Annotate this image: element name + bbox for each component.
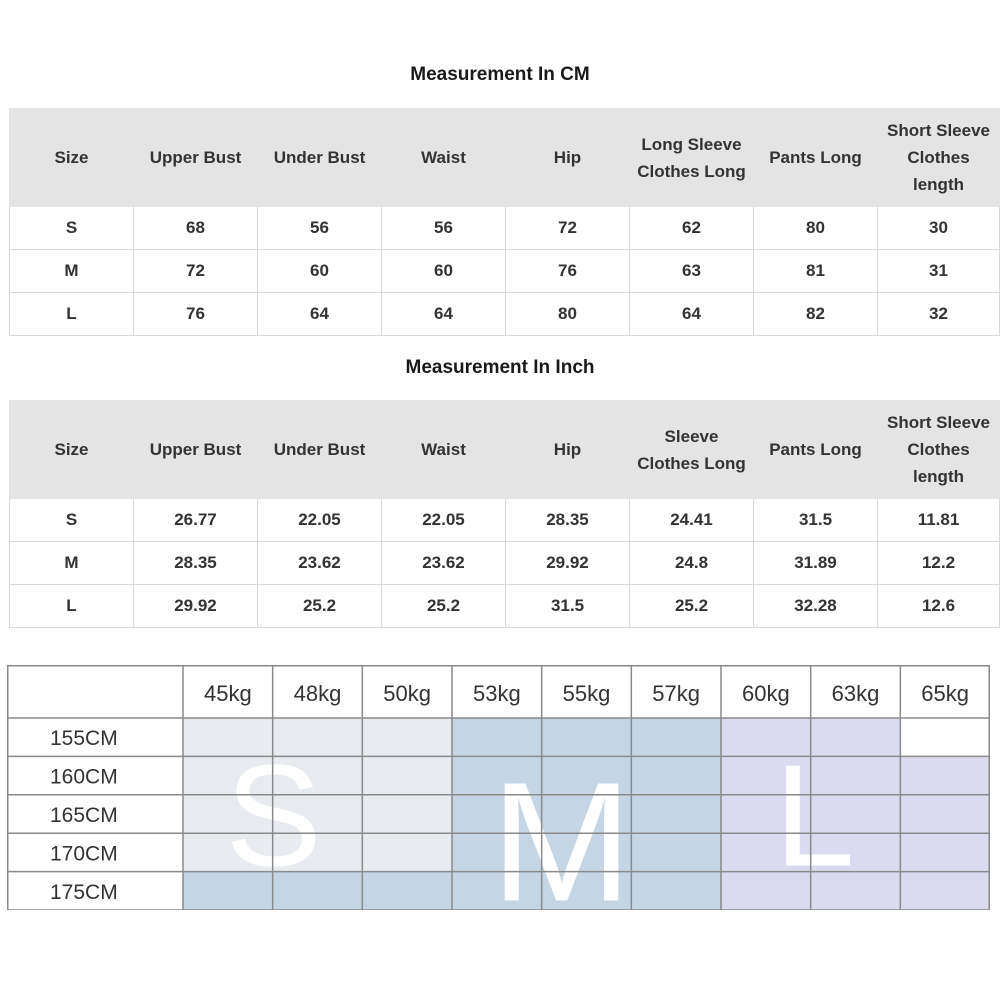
measurement-cell: 24.41 — [630, 499, 754, 542]
weight-label: 55kg — [562, 681, 611, 706]
measurement-cell: 32 — [878, 293, 1000, 336]
inch-measurement-table — [9, 400, 1000, 628]
weight-label: 60kg — [741, 681, 790, 706]
measurement-cell: 64 — [258, 293, 382, 336]
measurement-cell: 60 — [258, 250, 382, 293]
measurement-cell: 82 — [754, 293, 878, 336]
column-header — [630, 401, 754, 499]
column-header — [382, 401, 506, 499]
measurement-cell: 22.05 — [258, 499, 382, 542]
measurement-cell: 31.5 — [754, 499, 878, 542]
table-row — [10, 499, 1000, 542]
column-header-label: Waist — [421, 148, 466, 167]
column-header — [258, 109, 382, 207]
column-header — [134, 109, 258, 207]
column-header-label: Waist — [421, 440, 466, 459]
measurement-cell: 64 — [382, 293, 506, 336]
table-header-row — [10, 109, 1000, 207]
measurement-cell: 64 — [630, 293, 754, 336]
measurement-cell: 62 — [630, 207, 754, 250]
column-header — [382, 109, 506, 207]
size-cell: S — [10, 207, 134, 250]
measurement-cell: 11.81 — [878, 499, 1000, 542]
height-label: 170CM — [50, 842, 118, 866]
measurement-cell: 28.35 — [506, 499, 630, 542]
measurement-cell: 68 — [134, 207, 258, 250]
column-header-label: Pants Long — [769, 148, 862, 167]
size-cell: M — [10, 250, 134, 293]
table-row — [10, 542, 1000, 585]
column-header-label: Under Bust — [273, 148, 366, 167]
measurement-cell: 32.28 — [754, 585, 878, 628]
measurement-cell: 31.89 — [754, 542, 878, 585]
height-label: 175CM — [50, 880, 118, 904]
size-cell — [362, 872, 452, 910]
measurement-cell: 31.5 — [506, 585, 630, 628]
column-header-label: Upper Bust — [149, 148, 242, 167]
measurement-cell: 24.8 — [630, 542, 754, 585]
size-cell — [362, 795, 452, 833]
size-cell — [900, 756, 990, 794]
measurement-cell: 76 — [134, 293, 258, 336]
size-cell: S — [10, 499, 134, 542]
measurement-cell: 22.05 — [382, 499, 506, 542]
size-cell — [631, 833, 721, 871]
table-row — [10, 585, 1000, 628]
weight-label: 53kg — [472, 681, 521, 706]
measurement-cell: 30 — [878, 207, 1000, 250]
measurement-cell: 80 — [506, 293, 630, 336]
cm-table-title: Measurement In CM — [410, 64, 590, 85]
column-header — [134, 401, 258, 499]
table-row — [10, 250, 1000, 293]
weight-label: 63kg — [831, 681, 880, 706]
column-header-label: Size — [54, 148, 89, 167]
column-header-label: Short Sleeve Clothes length — [887, 121, 990, 194]
table-row — [10, 293, 1000, 336]
size-cell — [362, 833, 452, 871]
size-cell — [631, 872, 721, 910]
column-header — [10, 401, 134, 499]
size-cell — [900, 718, 990, 756]
measurement-cell: 76 — [506, 250, 630, 293]
weight-label: 48kg — [293, 681, 342, 706]
size-cell: M — [10, 542, 134, 585]
column-header — [506, 109, 630, 207]
measurement-cell: 29.92 — [134, 585, 258, 628]
size-letter-watermark: S — [225, 734, 322, 897]
cm-measurement-table — [9, 108, 1000, 336]
column-header — [10, 109, 134, 207]
size-cell — [631, 718, 721, 756]
measurement-cell: 31 — [878, 250, 1000, 293]
size-cell: L — [10, 585, 134, 628]
table-header-row — [10, 401, 1000, 499]
column-header-label: Hip — [553, 148, 582, 167]
column-header-label: Under Bust — [273, 440, 366, 459]
height-label: 165CM — [50, 804, 118, 827]
size-letter-watermark: L — [774, 734, 855, 897]
size-cell — [900, 872, 990, 910]
measurement-cell: 56 — [382, 207, 506, 250]
column-header-label: Upper Bust — [149, 440, 242, 459]
column-header — [878, 109, 1000, 207]
column-header-label: Sleeve Clothes Long — [637, 426, 746, 473]
inch-table-title: Measurement In Inch — [405, 357, 595, 378]
measurement-cell: 72 — [134, 250, 258, 293]
height-label: 160CM — [50, 765, 118, 789]
size-cell — [631, 795, 721, 833]
measurement-cell: 72 — [506, 207, 630, 250]
measurement-cell: 26.77 — [134, 499, 258, 542]
size-cell — [362, 756, 452, 794]
measurement-cell: 25.2 — [258, 585, 382, 628]
measurement-cell: 23.62 — [382, 542, 506, 585]
weight-label: 57kg — [652, 681, 701, 706]
measurement-cell: 63 — [630, 250, 754, 293]
column-header — [878, 401, 1000, 499]
measurement-cell: 29.92 — [506, 542, 630, 585]
column-header-label: Long Sleeve Clothes Long — [637, 134, 746, 181]
size-cell: L — [10, 293, 134, 336]
weight-label: 50kg — [383, 681, 432, 706]
measurement-cell: 12.6 — [878, 585, 1000, 628]
column-header-label: Hip — [553, 440, 582, 459]
table-row — [10, 207, 1000, 250]
measurement-cell: 81 — [754, 250, 878, 293]
size-recommendation-grid — [7, 665, 990, 910]
weight-label: 65kg — [921, 681, 970, 706]
column-header — [506, 401, 630, 499]
column-header-label: Short Sleeve Clothes length — [887, 413, 990, 486]
size-cell — [362, 718, 452, 756]
size-grid-svg — [7, 665, 990, 910]
measurement-cell: 12.2 — [878, 542, 1000, 585]
column-header — [258, 401, 382, 499]
measurement-cell: 80 — [754, 207, 878, 250]
measurement-cell: 25.2 — [630, 585, 754, 628]
size-letter-watermark: M — [490, 747, 633, 910]
column-header — [754, 401, 878, 499]
size-cell — [900, 833, 990, 871]
measurement-cell: 60 — [382, 250, 506, 293]
column-header — [630, 109, 754, 207]
measurement-cell: 23.62 — [258, 542, 382, 585]
column-header — [754, 109, 878, 207]
column-header-label: Pants Long — [769, 440, 862, 459]
size-cell — [900, 795, 990, 833]
measurement-cell: 56 — [258, 207, 382, 250]
size-cell — [631, 756, 721, 794]
measurement-cell: 25.2 — [382, 585, 506, 628]
measurement-cell: 28.35 — [134, 542, 258, 585]
weight-label: 45kg — [203, 681, 252, 706]
height-label: 155CM — [50, 727, 118, 751]
column-header-label: Size — [54, 440, 89, 459]
